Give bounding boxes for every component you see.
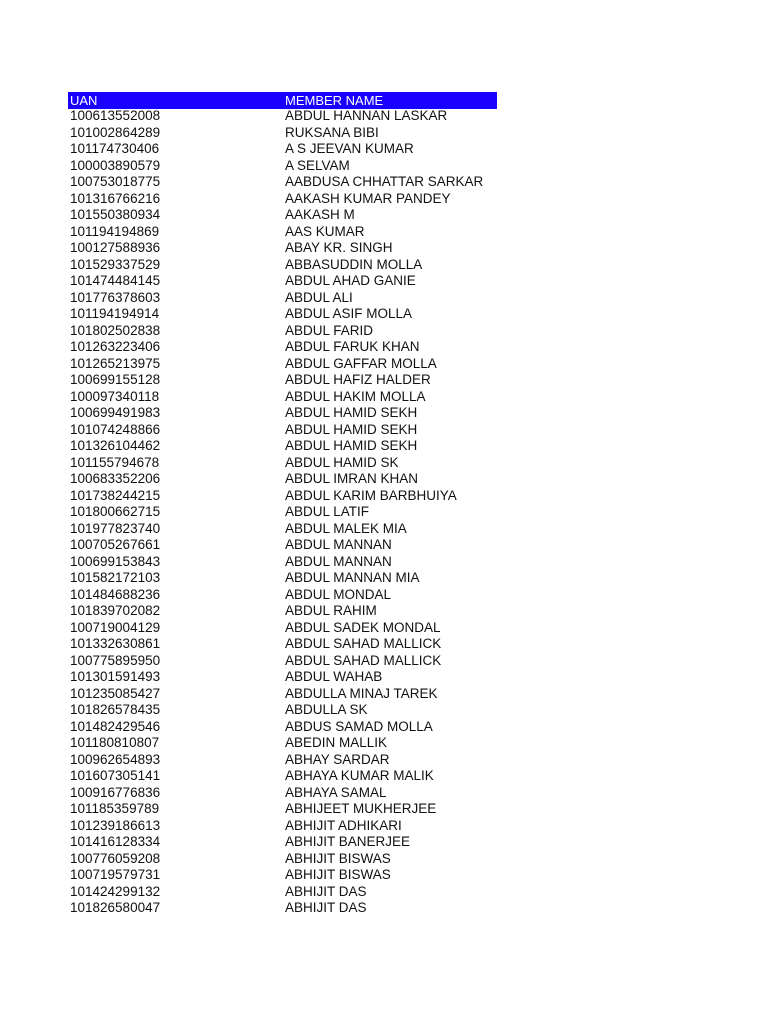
cell-member-name: ABDUL HAMID SEKH [285,421,418,437]
cell-uan: 101194194914 [70,306,160,321]
cell-member-name: ABDUL ASIF MOLLA [285,306,413,321]
cell-member-name: ABDULLA MINAJ TAREK [285,685,438,701]
cell-member-name: ABHAYA SAMAL [285,784,387,800]
cell-uan: 100699155128 [70,372,161,387]
table-body [68,108,497,917]
cell-member-name: ABDUL HAMID SEKH [285,405,418,420]
cell-member-name: AAS KUMAR [285,223,365,239]
table-row [68,240,497,257]
cell-member-name: ABDUL GAFFAR MOLLA [285,355,437,371]
cell-uan: 101174730406 [70,141,160,156]
table-row [68,719,497,736]
table-row [68,438,497,455]
cell-member-name: ABDUL MANNAN [285,553,392,569]
table-row [68,702,497,719]
table-row [68,818,497,835]
cell-member-name: ABHAYA KUMAR MALIK [285,768,434,783]
cell-uan: 101332630861 [70,636,161,651]
table-row [68,768,497,785]
table-row [68,191,497,208]
cell-uan: 101326104462 [70,438,161,453]
column-header-member-name: MEMBER NAME [285,93,384,108]
table-row [68,405,497,422]
cell-uan: 100705267661 [70,537,161,552]
cell-member-name: ABDUS SAMAD MOLLA [285,718,433,734]
cell-uan: 101074248866 [70,421,161,437]
cell-member-name: ABDUL SAHAD MALLICK [285,652,442,668]
table-row [68,570,497,587]
cell-member-name: ABAY KR. SINGH [285,240,393,255]
cell-member-name: ABEDIN MALLIK [285,735,388,750]
table-row [68,686,497,703]
table-row [68,141,497,158]
cell-member-name: A SELVAM [285,157,350,173]
cell-member-name: ABHIJIT BISWAS [285,867,391,882]
cell-member-name: ABDUL WAHAB [285,669,383,684]
table-row [68,801,497,818]
table-row [68,125,497,142]
cell-member-name: ABHIJEET MUKHERJEE [285,801,437,816]
cell-member-name: ABDUL AHAD GANIE [285,273,416,288]
cell-uan: 100719579731 [70,867,161,882]
cell-member-name: ABHAY SARDAR [285,751,390,767]
cell-member-name: ABDUL HANNAN LASKAR [285,108,448,123]
cell-uan: 101484688236 [70,586,161,602]
table-row [68,422,497,439]
cell-member-name: AAKASH KUMAR PANDEY [285,190,451,206]
table-row [68,207,497,224]
cell-uan: 100699153843 [70,553,161,569]
cell-uan: 101977823740 [70,520,161,536]
cell-member-name: ABDUL HAMID SK [285,454,399,470]
table-row [68,306,497,323]
table-row [68,851,497,868]
cell-uan: 101194194869 [70,223,160,239]
table-row [68,752,497,769]
table-row [68,603,497,620]
table-row [68,224,497,241]
cell-uan: 101582172103 [70,570,161,585]
cell-uan: 100097340118 [70,388,160,404]
cell-uan: 101550380934 [70,207,161,222]
cell-uan: 100719004129 [70,619,161,635]
cell-uan: 101776378603 [70,289,161,305]
cell-member-name: ABDUL MANNAN [285,537,392,552]
cell-uan: 101738244215 [70,487,161,503]
table-row [68,504,497,521]
cell-uan: 101839702082 [70,603,161,618]
table-row [68,900,497,917]
cell-member-name: AAKASH M [285,207,355,222]
cell-uan: 100003890579 [70,157,161,173]
table-row [68,158,497,175]
table-row [68,834,497,851]
cell-member-name: ABDUL KARIM BARBHUIYA [285,487,457,503]
table-row [68,867,497,884]
cell-uan: 101826580047 [70,900,161,915]
table-row [68,372,497,389]
column-header-uan: UAN [70,93,98,108]
table-row [68,636,497,653]
table-row [68,587,497,604]
cell-member-name: ABHIJIT DAS [285,883,367,899]
cell-uan: 101235085427 [70,685,161,701]
table-row [68,273,497,290]
table-row [68,323,497,340]
cell-uan: 100699491983 [70,405,161,420]
table-row [68,669,497,686]
cell-member-name: ABDUL MALEK MIA [285,520,407,536]
cell-uan: 101239186613 [70,817,161,833]
cell-uan: 101301591493 [70,669,161,684]
cell-uan: 101474484145 [70,273,161,288]
table-row [68,356,497,373]
cell-uan: 101482429546 [70,718,161,734]
table-row [68,389,497,406]
cell-member-name: ABDUL SADEK MONDAL [285,619,441,635]
cell-member-name: ABDUL RAHIM [285,603,377,618]
table-row [68,653,497,670]
cell-member-name: RUKSANA BIBI [285,124,379,140]
cell-uan: 100962654893 [70,751,161,767]
cell-member-name: ABDUL HAMID SEKH [285,438,418,453]
cell-uan: 101424299132 [70,883,161,899]
cell-uan: 100127588936 [70,240,161,255]
table-row [68,290,497,307]
table-row [68,455,497,472]
table-row [68,108,497,125]
cell-uan: 100776059208 [70,850,161,866]
table-row [68,735,497,752]
cell-member-name: ABDUL HAFIZ HALDER [285,372,431,387]
table-row [68,554,497,571]
table-header-row [68,92,497,109]
cell-uan: 101529337529 [70,256,161,272]
member-table [68,92,497,917]
cell-member-name: ABDUL HAKIM MOLLA [285,388,426,404]
table-row [68,785,497,802]
cell-uan: 101416128334 [70,834,161,849]
cell-uan: 101826578435 [70,702,161,717]
table-row [68,521,497,538]
cell-member-name: ABDUL SAHAD MALLICK [285,636,442,651]
cell-uan: 101265213975 [70,355,161,371]
cell-member-name: AABDUSA CHHATTAR SARKAR [285,174,484,189]
cell-member-name: ABHIJIT BANERJEE [285,834,411,849]
cell-member-name: ABHIJIT ADHIKARI [285,817,402,833]
cell-member-name: ABDUL LATIF [285,504,370,519]
table-row [68,257,497,274]
cell-member-name: ABDULLA SK [285,702,368,717]
table-row [68,471,497,488]
table-row [68,339,497,356]
cell-uan: 100753018775 [70,174,161,189]
cell-uan: 101800662715 [70,504,161,519]
cell-uan: 101002864289 [70,124,161,140]
cell-uan: 101180810807 [70,735,160,750]
cell-member-name: A S JEEVAN KUMAR [285,141,414,156]
cell-uan: 100613552008 [70,108,161,123]
cell-member-name: ABHIJIT BISWAS [285,850,391,866]
cell-member-name: ABBASUDDIN MOLLA [285,256,423,272]
cell-uan: 101263223406 [70,339,161,354]
cell-member-name: ABDUL ALI [285,289,353,305]
cell-member-name: ABHIJIT DAS [285,900,367,915]
cell-uan: 101155794678 [70,454,160,470]
table-row [68,620,497,637]
cell-member-name: ABDUL FARUK KHAN [285,339,420,354]
cell-uan: 100775895950 [70,652,161,668]
cell-member-name: ABDUL FARID [285,322,374,338]
table-row [68,537,497,554]
table-row [68,174,497,191]
cell-uan: 101607305141 [70,768,161,783]
cell-member-name: ABDUL MANNAN MIA [285,570,420,585]
cell-uan: 101802502838 [70,322,161,338]
cell-uan: 101185359789 [70,801,160,816]
table-row [68,884,497,901]
table-row [68,488,497,505]
cell-uan: 100916776836 [70,784,161,800]
cell-member-name: ABDUL MONDAL [285,586,392,602]
cell-uan: 101316766216 [70,190,161,206]
cell-uan: 100683352206 [70,471,161,486]
cell-member-name: ABDUL IMRAN KHAN [285,471,419,486]
